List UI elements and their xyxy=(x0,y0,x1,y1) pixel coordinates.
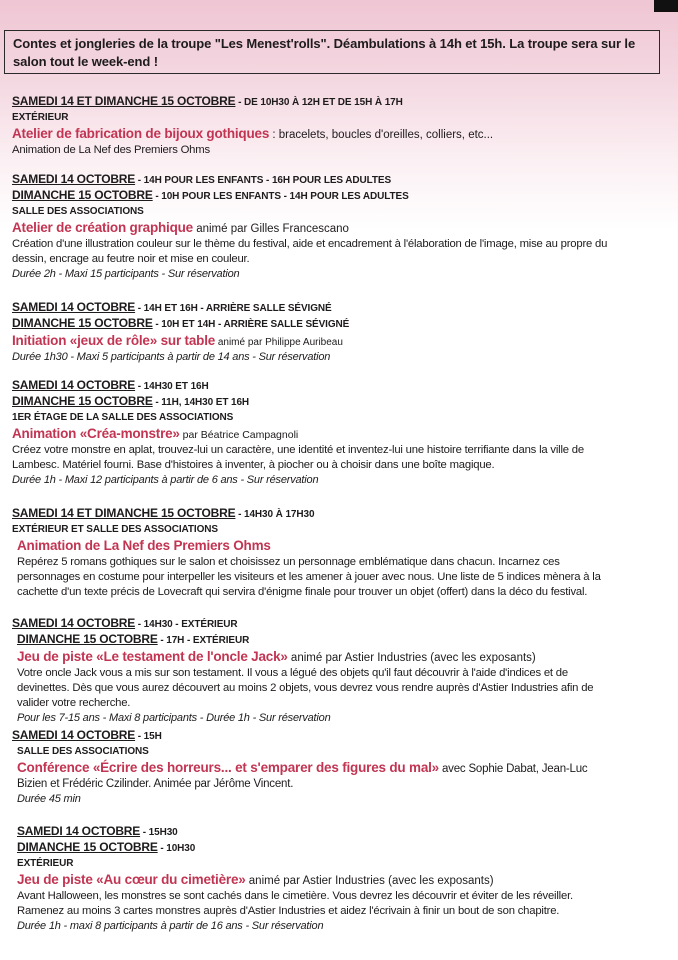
event-note: Durée 1h - Maxi 12 participants à partir de 6 ans - Sur réservation xyxy=(12,474,319,486)
event-date: SAMEDI 14 OCTOBRE xyxy=(12,300,136,314)
event-date: DIMANCHE 15 OCTOBRE xyxy=(12,316,153,330)
event-date: DIMANCHE 15 OCTOBRE xyxy=(17,840,158,854)
event-animator: animé par Astier Industries (avec les exposants) xyxy=(287,652,536,664)
event-description: Votre oncle Jack vous a mis sur son testament. Il vous a légué des objets qu'il faut découvrir à l'aide d'indices et de devinettes. Dès que vous aurez découvert au moins 2 objets, vous devrez vous rendre auprès d'Astier Industries afin de valider votre recherche. xyxy=(17,667,594,709)
event-description: Création d'une illustration couleur sur le thème du festival, aide et encadrement à l'élaboration de l'image, mise au propre du dessin, encrage au feutre noir et mise en couleur. xyxy=(12,238,608,265)
event-date: DIMANCHE 15 OCTOBRE xyxy=(12,394,153,408)
event-crea-monstre xyxy=(12,378,612,488)
event-jeux-de-role xyxy=(12,300,612,365)
event-time: - 15H30 xyxy=(140,827,178,838)
event-time: - DE 10H30 À 12H ET DE 15H À 17H xyxy=(235,97,403,108)
event-time: - 11H, 14H30 ET 16H xyxy=(152,397,250,408)
event-date: SAMEDI 14 ET DIMANCHE 15 OCTOBRE xyxy=(12,506,236,520)
event-note: Durée 2h - Maxi 15 participants - Sur réservation xyxy=(12,268,240,280)
event-location: EXTÉRIEUR ET SALLE DES ASSOCIATIONS xyxy=(12,524,218,535)
event-animator: par Béatrice Campagnoli xyxy=(179,429,299,441)
event-nef-premiers-ohms xyxy=(12,506,612,600)
event-location: SALLE DES ASSOCIATIONS xyxy=(12,206,144,217)
event-title: Atelier de création graphique xyxy=(12,220,193,235)
intro-text: Contes et jongleries de la troupe "Les Menest'rolls". Déambulations à 14h et 15h. La troupe sera sur le salon tout le week-end ! xyxy=(13,36,636,69)
event-date: SAMEDI 14 OCTOBRE xyxy=(12,172,136,186)
event-location: EXTÉRIEUR xyxy=(12,112,69,123)
event-coeur-du-cimetiere xyxy=(12,824,612,934)
event-title: Animation de La Nef des Premiers Ohms xyxy=(17,538,271,553)
event-title: Initiation «jeux de rôle» sur table xyxy=(12,333,216,348)
event-date: SAMEDI 14 ET DIMANCHE 15 OCTOBRE xyxy=(12,94,236,108)
event-date: DIMANCHE 15 OCTOBRE xyxy=(12,188,153,202)
event-animator: animé par Astier Industries (avec les exposants) xyxy=(245,875,494,887)
event-time: - 10H POUR LES ENFANTS - 14H POUR LES ADULTES xyxy=(152,191,409,202)
event-time: - 14H POUR LES ENFANTS - 16H POUR LES ADULTES xyxy=(135,175,392,186)
event-time: - 14H30 ET 16H xyxy=(135,381,209,392)
event-title: Conférence «Écrire des horreurs... et s'emparer des figures du mal» xyxy=(17,760,439,775)
event-title: Animation «Créa-monstre» xyxy=(12,426,180,441)
event-time: - 14H30 À 17H30 xyxy=(235,509,315,520)
event-time: - 10H ET 14H - ARRIÈRE SALLE SÉVIGNÉ xyxy=(152,319,350,330)
event-date: SAMEDI 14 OCTOBRE xyxy=(17,824,141,838)
event-date: SAMEDI 14 OCTOBRE xyxy=(12,728,136,742)
event-note: Durée 45 min xyxy=(17,793,81,805)
event-note: Durée 1h - maxi 8 participants à partir de 16 ans - Sur réservation xyxy=(17,920,324,932)
event-location: SALLE DES ASSOCIATIONS xyxy=(17,746,149,757)
event-conference xyxy=(12,728,612,807)
event-title: Jeu de piste «Le testament de l'oncle Jack» xyxy=(17,649,288,664)
event-testament-oncle-jack xyxy=(12,616,612,726)
event-animator: avec Sophie Dabat, Jean-Luc Bizien et Frédéric Czilinder. Animée par Jérôme Vincent. xyxy=(17,763,588,790)
event-note: Durée 1h30 - Maxi 5 participants à partir de 14 ans - Sur réservation xyxy=(12,351,331,363)
event-description: Avant Halloween, les monstres se sont cachés dans le cimetière. Vous devrez les découvrir et éviter de les réveiller. Ramenez au moins 3 cartes monstres auprès d'Astier Industries et aidez l'écrivain à finir un bout de son chapitre. xyxy=(17,890,573,917)
event-description: Repérez 5 romans gothiques sur le salon et choisissez un personnage emblématique dans chacun. Incarnez ces personnages en costume pour interpeller les visiteurs et les amener à jouer avec nous. Une liste de 5 indices mènera à la cachette d'un texte précis de Lovecraft qui servira d'énigme finale pour trouver un objet (offert) dans la déco du festival. xyxy=(17,556,601,598)
event-time: - 15H xyxy=(135,731,162,742)
event-title: Jeu de piste «Au cœur du cimetière» xyxy=(17,872,246,887)
event-description: Créez votre monstre en aplat, trouvez-lui un caractère, une identité et inventez-lui une histoire terrifiante dans la ville de Lambesc. Matériel fourni. Base d'histoires à inventer, à piocher ou à choisir dans une boîte magique. xyxy=(12,444,584,471)
event-description: Animation de La Nef des Premiers Ohms xyxy=(12,144,210,156)
scan-corner xyxy=(654,0,678,12)
event-date: DIMANCHE 15 OCTOBRE xyxy=(17,632,158,646)
event-title: Atelier de fabrication de bijoux gothiques xyxy=(12,126,270,141)
event-date: SAMEDI 14 OCTOBRE xyxy=(12,378,136,392)
event-animator: animé par Gilles Francescano xyxy=(193,223,349,235)
event-location: 1ER ÉTAGE DE LA SALLE DES ASSOCIATIONS xyxy=(12,412,234,423)
event-time: - 10H30 xyxy=(157,843,196,854)
event-time: - 14H ET 16H - ARRIÈRE SALLE SÉVIGNÉ xyxy=(135,303,332,314)
event-title-suffix: : bracelets, boucles d'oreilles, colliers, etc... xyxy=(269,129,494,141)
event-time: - 17H - EXTÉRIEUR xyxy=(157,635,250,646)
event-animator: animé par Philippe Auribeau xyxy=(215,337,343,348)
event-bijoux-gothiques xyxy=(12,94,612,158)
event-time: - 14H30 - EXTÉRIEUR xyxy=(135,619,238,630)
event-creation-graphique xyxy=(12,172,612,282)
event-note: Pour les 7-15 ans - Maxi 8 participants - Durée 1h - Sur réservation xyxy=(17,712,331,724)
intro-box xyxy=(4,30,660,74)
event-date: SAMEDI 14 OCTOBRE xyxy=(12,616,136,630)
event-location: EXTÉRIEUR xyxy=(17,858,74,869)
